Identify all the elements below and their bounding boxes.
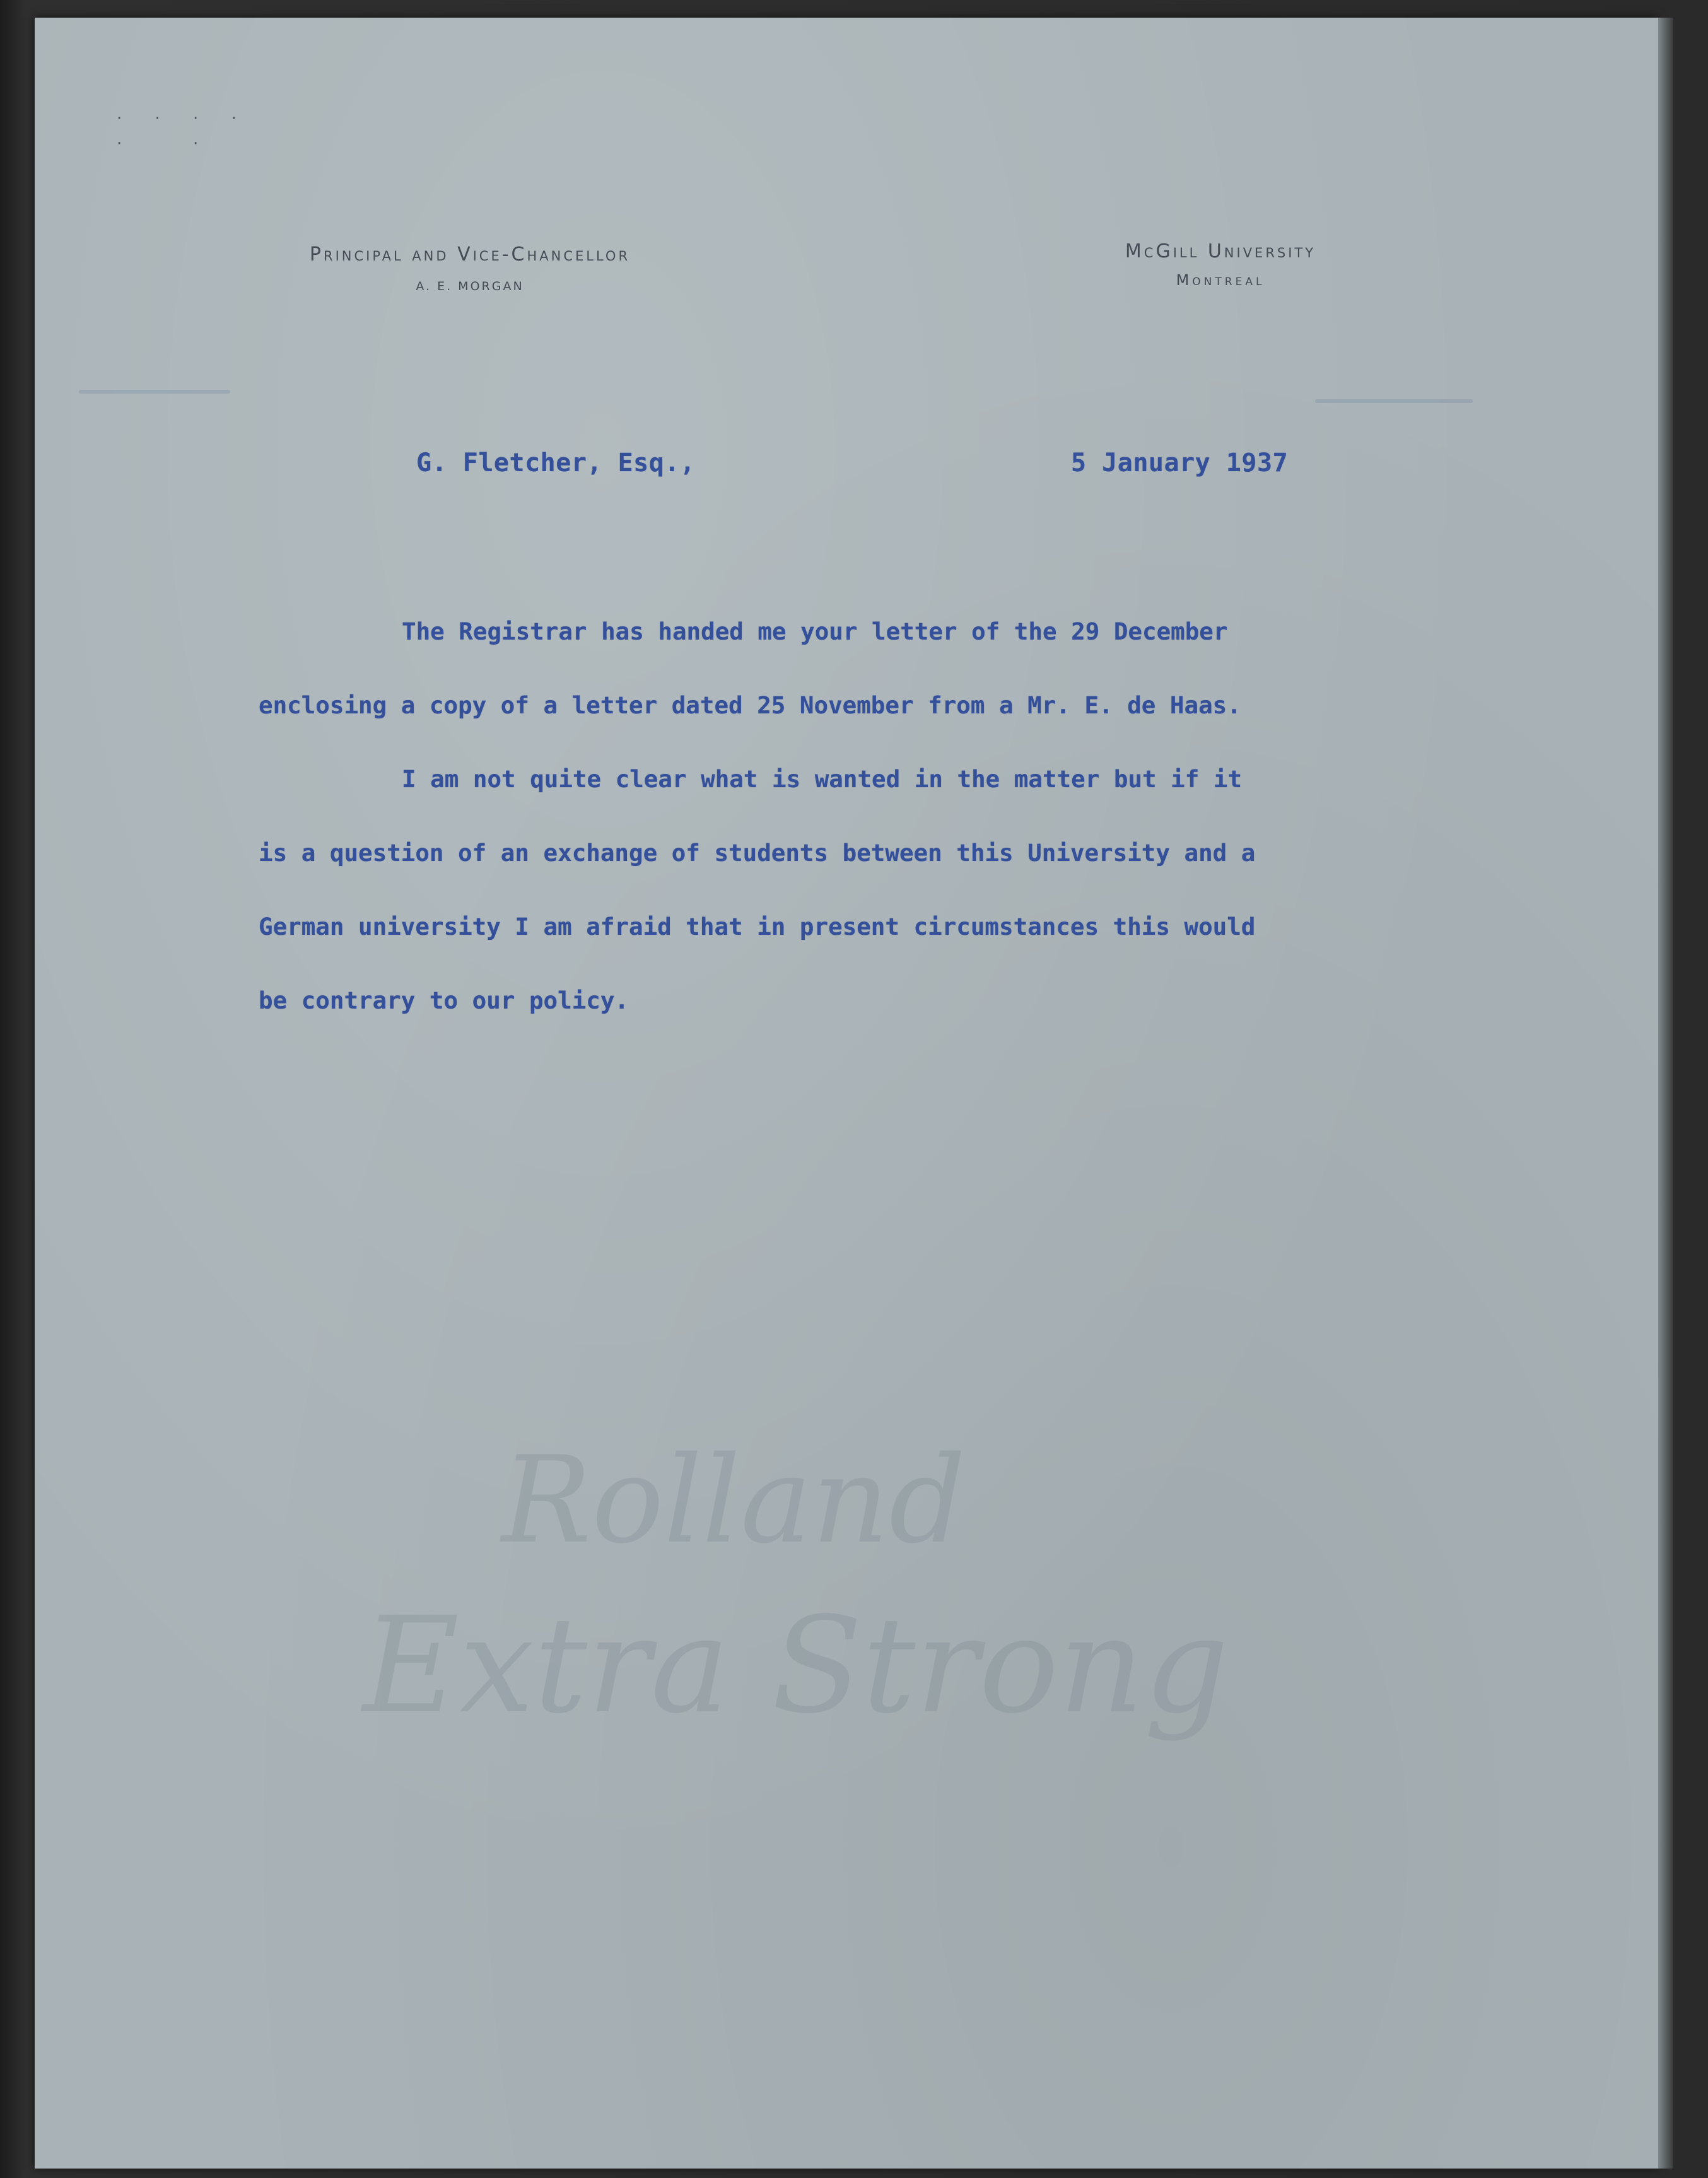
letterhead-city: Montreal	[1176, 271, 1265, 289]
body-line: I am not quite clear what is wanted in the matter but if it	[402, 765, 1243, 793]
body-line: be contrary to our policy.	[259, 987, 629, 1014]
body-line: German university I am afraid that in present circumstances this would	[259, 913, 1256, 940]
paper-specks: · · · · · ·	[117, 109, 250, 153]
letterhead-principal-name: A. E. MORGAN	[416, 279, 524, 293]
letterhead-left	[224, 242, 716, 293]
fold-mark-right	[1315, 399, 1473, 403]
letter-date: 5 January 1937	[1071, 448, 1289, 477]
letterhead-office-title: Principal and Vice-Chancellor	[309, 243, 631, 266]
addressee-line: G. Fletcher, Esq.,	[416, 448, 696, 477]
letterhead-right	[1031, 238, 1410, 289]
letter-paper	[35, 18, 1658, 2169]
body-line: The Registrar has handed me your letter of the 29 December	[402, 618, 1228, 645]
watermark-line-1: Rolland	[501, 1431, 966, 1570]
watermark-line-2: Extra Strong	[363, 1588, 1229, 1743]
paper-edge	[1658, 18, 1673, 2169]
letter-body	[259, 595, 1432, 1038]
body-line: enclosing a copy of a letter dated 25 November from a Mr. E. de Haas.	[259, 691, 1241, 719]
body-line: is a question of an exchange of students between this University and a	[259, 839, 1256, 867]
fold-mark-left	[79, 390, 230, 394]
letterhead-university: McGill University	[1125, 240, 1316, 262]
